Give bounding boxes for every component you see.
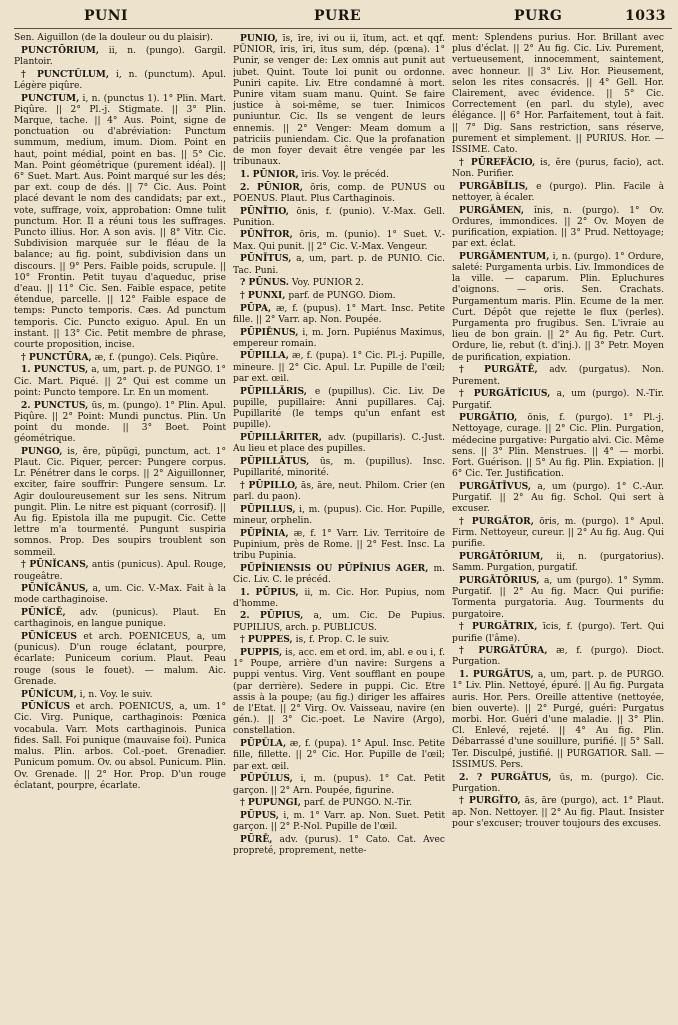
entry-headword: † PUNCTŪRA,	[21, 351, 92, 363]
entry-definition: is, acc. em et ord. im, abl. e ou i, f. 1° Poupe, arrière d'un navire: Surgens a puppi ventus. Virg. Vent soufflant en poupe (par derrière). Sedere in puppi. Cic. Etre assis à la poupe; (au fig.) diriger les affaires de l'Etat. || 2° Virg. Ov. Vaisseau, navire (en gén.). || 3° Cic.-poet. Le Navire (Argo), constellation.	[233, 648, 445, 737]
entry-definition: adv. (purus). 1° Cato. Cat. Avec propreté, proprement, nette-	[233, 834, 445, 857]
entry-definition: parf. de PUNGO. Diom.	[288, 290, 396, 301]
dictionary-entry	[233, 587, 445, 610]
entry-definition: īs, īre, ivi ou ii, ītum, act. et qqf. PŪNIOR, īris, īri, ītus sum, dép. (pœna). 1° Punir, se venger de: Lex omnis aut punit aut jubet. Quint. Toute loi punit ou ordonne. Puniri capite. Liv. Etre condamné à mort. Punire vitam suam manu. Quint. Se faire justice à soi-même, se tuer. Inimicos puniuntur. Cic. Ils se vengent de leurs ennemis. || 2° Venger: Meam domum a patriciis puniendam. Cic. Que la profanation de mon foyer devait être vengée par les tribunaux.	[233, 34, 445, 168]
entry-definition: m. Cic. Liv. C. le précéd.	[233, 563, 445, 585]
entry-headword: PURGĀTĪVUS,	[459, 480, 532, 492]
dictionary-entry	[452, 251, 664, 364]
entry-headword: PŪNĬCĒ,	[21, 607, 66, 619]
entry-headword: † PURGĀTŪRA,	[459, 645, 548, 657]
entry-definition: æ, f. (pupus). 1° Mart. Insc. Petite fille. || 2° Varr. ap. Non. Poupée.	[233, 303, 445, 325]
entry-definition: ii, n. (purgatorius). Samm. Purgation, purgatif.	[452, 552, 664, 574]
entry-headword: PUPPIS,	[240, 647, 283, 659]
entry-definition: īris. Voy. le précéd.	[301, 169, 389, 180]
entry-definition: æ, f. (purgo). Dioct. Purgation.	[452, 646, 664, 668]
entry-headword: 2. PUNCTUS,	[21, 399, 89, 411]
entry-headword: † PURGĀTOR,	[459, 516, 534, 528]
entry-definition: æ, f. 1° Varr. Liv. Territoire de Pupinium, près de Rome. || 2° Fest. Insc. La tribu Pupinia.	[233, 528, 445, 561]
entry-headword: † PURGĀTĒ,	[459, 364, 538, 376]
dictionary-entry	[233, 528, 445, 563]
entry-definition: ūs, m. (pungo). 1° Plin. Apul. Piqûre. || 2° Point: Mundi punctus. Plin. Un point du monde. || 3° Boet. Point géométrique.	[14, 400, 226, 445]
entry-headword: PŪPĪNIA,	[240, 527, 289, 539]
entry-definition: adv. (purgatus). Non. Purement.	[452, 365, 664, 387]
dictionary-entry	[452, 795, 664, 830]
entry-definition: i, m. Jorn. Pupiénus Maximus, empereur romain.	[233, 327, 445, 349]
entry-headword: PURGĀMEN,	[459, 204, 525, 216]
entry-definition: is, f. Prop. C. le suiv.	[295, 635, 390, 646]
entry-definition: Sen. Aiguillon (de la douleur ou du plaisir).	[14, 33, 213, 43]
dictionary-entry	[233, 504, 445, 527]
dictionary-entry	[233, 738, 445, 773]
entry-definition: ōnis, f. (purgo). 1° Pl.-j. Nettoyage, curage. || 2° Cic. Plin. Purgation, médecine purgative: Purgatio alvi. Cic. Même sens. || 3° Plin. Menstrues. || 4° — morbi. Fort. Guérison. || 5° Au fig. Plin. Expiation. || 6° Cic. Ter. Justification.	[452, 413, 664, 480]
entry-headword: 2. PŪPIUS,	[240, 610, 304, 622]
entry-headword: PŪPĪNIENSIS OU PŪPĪNIUS AGER,	[240, 562, 429, 574]
dictionary-entry	[233, 386, 445, 432]
entry-headword: PURGĀBĬLIS,	[459, 180, 529, 192]
dictionary-entry	[233, 350, 445, 385]
entry-definition: i, m. 1° Varr. ap. Non. Suet. Petit garçon. || 2° P.-Nol. Pupille de l'œil.	[233, 810, 445, 833]
entry-headword: † PURGĬTO,	[459, 795, 521, 807]
dictionary-entry	[233, 277, 445, 289]
entry-headword: PŪPILLĀRIS,	[240, 385, 307, 397]
entry-headword: † PURGĀTRIX,	[459, 621, 538, 633]
entry-headword: † PŪNĬCANS,	[21, 559, 89, 571]
dictionary-entry	[452, 157, 664, 180]
dictionary-entry	[452, 205, 664, 251]
entry-headword: 1. PŪPIUS,	[240, 586, 299, 598]
dictionary-entry	[14, 583, 226, 606]
dictionary-entry	[233, 634, 445, 646]
entry-definition: e (pupillus). Cic. Liv. De pupille, pupillaire: Anni pupillares. Caj. Pupillarité (le temps qu'un enfant est pupille).	[233, 386, 445, 431]
entry-headword: PUNGO,	[21, 445, 63, 457]
entry-headword: PŪPILLĀTUS,	[240, 455, 310, 467]
dictionary-entry	[452, 364, 664, 387]
dictionary-entry	[452, 621, 664, 644]
entry-definition: ōris, m. (punio). 1° Suet. V.-Max. Qui punit. || 2° Cic. V.-Max. Vengeur.	[233, 230, 445, 252]
entry-headword: † PŪREFĂCIO,	[459, 156, 536, 168]
entry-headword: † PUPUNGI,	[240, 797, 301, 809]
entry-headword: PŪPŬLUS,	[240, 773, 293, 785]
dictionary-entry	[452, 516, 664, 551]
dictionary-entry	[233, 229, 445, 252]
dictionary-entry	[233, 303, 445, 326]
entry-definition: Voy. PUNIOR 2.	[291, 278, 364, 289]
entry-headword: PŪPILLA,	[240, 350, 289, 362]
entry-definition: æ, f. (pupa). 1° Apul. Insc. Petite fille, fillette. || 2° Cic. Hor. Pupille de l'œil; par ext. œil.	[233, 739, 445, 772]
dictionary-entry	[233, 206, 445, 229]
entry-headword: PŪPA,	[240, 302, 272, 314]
entry-headword: 2. PŪNIOR,	[240, 181, 303, 193]
dictionary-entry	[14, 689, 226, 701]
dictionary-entry	[452, 551, 664, 574]
entry-definition: æ, f. (pupa). 1° Cic. Pl.-j. Pupille, mineure. || 2° Cic. Apul. Lr. Pupille de l'œil; par ext. œil.	[233, 351, 445, 384]
entry-definition: ōnis, f. (punio). V.-Max. Gell. Punition.	[233, 206, 445, 228]
entry-headword: PŪPŬLA,	[240, 738, 287, 750]
entry-definition: a, um. Cic. V.-Max. Fait à la mode carthaginoise.	[14, 584, 226, 606]
dictionary-entry	[452, 669, 664, 771]
entry-definition: e (purgo). Plin. Facile à nettoyer, à écaler.	[452, 181, 664, 203]
entry-definition: et arch. POENICEUS, a, um (punicus). D'un rouge éclatant, pourpre, écarlate: Puniceum corium. Plaut. Peau rouge (sous le fouet). — malum. Aic. Grenade.	[14, 632, 226, 687]
dictionary-entry	[14, 93, 226, 352]
entry-definition: ii, m. Cic. Hor. Pupius, nom d'homme.	[233, 587, 445, 609]
entry-definition: a, um (purgo). N.-Tir. Purgatif.	[452, 389, 664, 411]
dictionary-entry	[452, 481, 664, 516]
entry-definition: parf. de PUNGO. N.-Tir.	[303, 798, 413, 809]
entry-definition: is, ĕre, pŭpŭgi, punctum, act. 1° Plaut. Cic. Piquer, percer: Pungere corpus. Lr. Pénétrer dans le corps. || 2° Aiguillonner, exciter, faire souffrir: Pungere sensum. Lr. Agir douloureusement sur les sens. Nitrum pungit. Plin. Le nitre est piquant (corrosif). || Au fig. Epistola illa me pupugit. Cic. Cette lettre m'a tourmenté. Pungunt suspiria somnos. Prop. Des soupirs troublent son sommeil.	[14, 446, 226, 558]
dictionary-entry	[233, 563, 445, 586]
dictionary-entry	[233, 810, 445, 833]
entry-definition: a, um (purgo). 1° Symm. Purgatif. || 2° Au fig. Macr. Qui purifie: Tormenta purgatoria. Aug. Tourments du purgatoire.	[452, 576, 664, 620]
dictionary-entry	[233, 327, 445, 350]
entry-definition: a, um. Cic. De Pupius. PUPILIUS, arch. p. PUBLICUS.	[233, 611, 445, 633]
entry-definition: ĭnis, n. (purgo). 1° Ov. Ordures, immondices. || 2° Ov. Moyen de purification, expiation. || 3° Prud. Nettoyage; par ext. éclat.	[452, 205, 664, 250]
entry-definition: antis (punicus). Apul. Rouge, rougeâtre.	[14, 560, 226, 582]
entry-headword: PURGĀMENTUM,	[459, 250, 550, 262]
entry-definition: a, um (purgo). 1° C.-Aur. Purgatif. || 2° Au fig. Schol. Qui sert à excuser.	[452, 481, 664, 515]
entry-definition: ii, n. (pungo). Gargil. Plantoir.	[14, 45, 226, 67]
dictionary-entry	[233, 456, 445, 479]
running-header	[14, 6, 672, 29]
entry-headword: † PŪPILLO,	[240, 479, 298, 491]
entry-definition: is, ĕre (purus, facio), act. Non. Purifier.	[452, 157, 664, 179]
header-guide-right: PURG	[514, 8, 563, 24]
entry-headword: 1. PURGĀTUS,	[459, 669, 534, 681]
entry-definition: ūs, m. (purgo). Cic. Purgation.	[452, 772, 664, 794]
dictionary-entry	[233, 182, 445, 205]
entry-definition: æ, f. (pungo). Cels. Piqûre.	[94, 352, 219, 363]
dictionary-entry	[452, 772, 664, 795]
entry-headword: PŪPILLUS,	[240, 503, 296, 515]
entry-definition: ās, āre (purgo), act. 1° Plaut. ap. Non. Nettoyer. || 2° Au fig. Plaut. Insister pour s'excuser; trouver toujours des excuses.	[452, 796, 664, 829]
dictionary-entry	[452, 575, 664, 621]
entry-definition: a, um, part. p. de PURGO. 1° Liv. Plin. Nettoyé, épuré. || Au fig. Purgata auris. Hor. Pers. Oreille attentive (nettoyée, bien ouverte). || 2° Purgé, guéri: Purgatus morbi. Hor. Guéri d'une maladie. || 3° Plin. Cl. Enlevé, rejeté. || 4° Au fig. Plin. Débarrassé d'une souillure, purifié. || 5° Sall. Ter. Disculpé, justifié. || PURGATIOR. Sall. — ISSIMUS. Pers.	[452, 670, 664, 770]
entry-headword: 1. PŪNIOR,	[240, 168, 299, 180]
dictionary-entry	[233, 169, 445, 181]
entry-headword: PŪPUS,	[240, 809, 279, 821]
entry-definition: i, n. (punctus 1). 1° Plin. Mart. Piqûre. || 2° Pl.-j. Stigmate. || 3° Plin. Marque, tache. || 4° Aus. Point, signe de ponctuation ou d'abréviation: Punctum summum, medium, imum. Diom. Point en haut, point médial, point en bas. || 5° Cic. Man. Point géométrique (purement idéal). || 6° Suet. Mart. Aus. Point marqué sur les dés; par ext. coup de dés. || 7° Cic. Aus. Point placé devant le nom des candidats; par ext., vote, suffrage, voix, approbation: Omne tulit punctum. Hor. Il a réuni tous les suffrages. Puncto illius. Hor. A son avis. || 8° Vitr. Cic. Subdivision marquée sur le fléau de la balance; au fig. point, subdivision dans un discours. || 9° Pers. Faible poids, scrupule. || 10° Frontin. Petit tuyau d'aqueduc, prise d'eau. || 11° Cic. Sen. Faible espace, petite étendue, parcelle. || 12° Faible espace de temps: Puncto temporis. Cæs. Ad punctum temporis. Cic. Puncto exiguo. Apul. En un instant. || 13° Cic. Petit membre de phrase, courte proposition, incise.	[14, 93, 226, 350]
entry-headword: PŪNĪTIO,	[240, 205, 289, 217]
dictionary-entry	[14, 69, 226, 92]
entry-headword: PURGĀTŌRIUM,	[459, 551, 544, 563]
dictionary-entry	[233, 647, 445, 738]
entry-definition: i, n. Voy. le suiv.	[79, 689, 153, 700]
entry-headword: PŪNIO,	[240, 33, 278, 44]
dictionary-entry	[452, 181, 664, 204]
entry-definition: ōris, m. (purgo). 1° Apul. Firm. Nettoyeur, cureur. || 2° Au fig. Aug. Qui purifie.	[452, 517, 664, 550]
dictionary-entry	[14, 631, 226, 688]
dictionary-entry	[233, 290, 445, 302]
entry-headword: ? PŪNUS.	[240, 277, 289, 289]
entry-headword: 1. PUNCTUS,	[21, 364, 89, 376]
entry-definition: a, um, part. p. de PUNIO. Cic. Tac. Puni.	[233, 254, 445, 276]
entry-definition: i, m. (pupus). 1° Cat. Petit garçon. || 2° Arn. Poupée, figurine.	[233, 774, 445, 796]
dictionary-entry	[14, 607, 226, 630]
dictionary-entry	[452, 412, 664, 480]
entry-headword: PURGĀTŌRIUS,	[459, 575, 540, 587]
entry-definition: i, m. (pupus). Cic. Hor. Pupille, mineur, orphelin.	[233, 504, 445, 526]
column-2	[233, 33, 445, 1023]
dictionary-entry	[452, 33, 664, 156]
entry-headword: PUNCTUM,	[21, 92, 80, 104]
entry-headword: † PUPPES,	[240, 634, 293, 646]
dictionary-entry	[452, 645, 664, 668]
dictionary-entry	[233, 773, 445, 796]
dictionary-entry	[14, 33, 226, 44]
dictionary-entry	[233, 33, 445, 168]
entry-headword: PŪPIĒNUS,	[240, 326, 299, 338]
entry-headword: PŪNĪTUS,	[240, 253, 292, 265]
entry-definition: adv. (pupillaris). C.-Just. Au lieu et place des pupilles.	[233, 432, 445, 455]
dictionary-entry	[233, 610, 445, 633]
entry-headword: PŪNĬCĀNUS,	[21, 583, 89, 595]
header-guide-middle: PURE	[314, 8, 362, 24]
entry-definition: et arch. POENICUS, a, um. 1° Cic. Virg. Punique, carthaginois: Pœnica vocabula. Varr. Mots carthaginois. Punica fides. Sall. Foi punique (mauvaise foi). Punica malus. Plin. arbos. Col.-poet. Grenadier. Punicum pomum. Ov. ou absol. Punicum. Plin. Ov. Grenade. || 2° Hor. Prop. D'un rouge éclatant, pourpre, écarlate.	[14, 702, 226, 791]
entry-definition: īcis, f. (purgo). Tert. Qui purifie (l'âme).	[452, 622, 664, 644]
column-3	[452, 33, 664, 1023]
dictionary-entry	[233, 834, 445, 857]
page-number: 1033	[625, 8, 666, 24]
dictionary-entry	[14, 400, 226, 446]
entry-headword: PŪNĪTOR,	[240, 229, 293, 241]
dictionary-entry	[233, 432, 445, 455]
entry-definition: ūs, m. (pupillus). Insc. Pupillarité, minorité.	[233, 456, 445, 479]
entry-definition: adv. (punicus). Plaut. En carthaginois, en langue punique.	[14, 608, 226, 630]
dictionary-entry	[14, 701, 226, 792]
entry-definition: ās, āre, neut. Philom. Crier (en parl. du paon).	[233, 480, 445, 502]
column-1	[14, 33, 226, 1023]
header-guide-left: PUNI	[84, 8, 129, 24]
entry-headword: † PURGĀTĬCIUS,	[459, 388, 551, 400]
dictionary-entry	[233, 480, 445, 503]
entry-headword: PURGĀTIO,	[459, 412, 518, 424]
entry-headword: PUNCTŌRIUM,	[21, 44, 99, 56]
entry-definition: a, um, part. p. de PUNGO. 1° Cic. Mart. Piqué. || 2° Qui est comme un point: Puncto tempore. Lr. En un moment.	[14, 365, 226, 398]
dictionary-entry	[14, 45, 226, 68]
dictionary-entry	[14, 352, 226, 364]
dictionary-entry	[14, 364, 226, 399]
dictionary-entry	[14, 446, 226, 559]
dictionary-entry	[233, 797, 445, 809]
entry-definition: ōris, comp. de PUNUS ou POENUS. Plaut. Plus Carthaginois.	[233, 182, 445, 204]
entry-headword: 2. ? PURGĀTUS,	[459, 771, 552, 783]
dictionary-entry	[14, 559, 226, 582]
entry-headword: PŪRĒ,	[240, 833, 273, 845]
entry-headword: PŪNĬCUM,	[21, 688, 77, 700]
dictionary-entry	[233, 253, 445, 276]
entry-headword: PŪNĬCEUS	[21, 631, 78, 643]
columns-container	[14, 33, 672, 1023]
entry-definition: ment: Splendens purius. Hor. Brillant avec plus d'éclat. || 2° Au fig. Cic. Liv. Purement, vertueusement, innocemment, saintement, avec honneur. || 3° Liv. Hor. Pieusement, selon les rites consacrés. || 4° Gell. Hor. Clairement, avec évidence. || 5° Cic. Correctement (en parl. du style), avec élégance. || 6° Hor. Parfaitement, tout à fait. || 7° Dig. Sans restriction, sans réserve, purement et simplement. || PURIUS. Hor. — ISSIME. Cato.	[452, 33, 664, 156]
entry-headword: PŪPILLĀRITER,	[240, 431, 322, 443]
entry-headword: † PUNXI,	[240, 289, 286, 301]
entry-definition: i, n. (punctum). Apul. Légère piqûre.	[14, 69, 226, 91]
dictionary-entry	[452, 388, 664, 411]
entry-headword: † PUNCTŬLUM,	[21, 68, 110, 80]
entry-definition: i, n. (purgo). 1° Ordure, saleté: Purgamenta urbis. Liv. Immondices de la ville. — caparum. Plin. Epluchures d'oignons. — oris. Sen. Crachats. Purgamentum maris. Plin. Ecume de la mer. Curt. Dépôt que rejette le flux (perles). Purgamenta pro frugibus. Sen. L'ivraie au lieu de bon grain. || 2° Au fig. Petr. Curt. Ordure, lie, rebut (t. d'inj.). || 3° Petr. Moyen de purification, expiation.	[452, 251, 664, 363]
entry-headword: PŪNĬCUS	[21, 701, 71, 713]
